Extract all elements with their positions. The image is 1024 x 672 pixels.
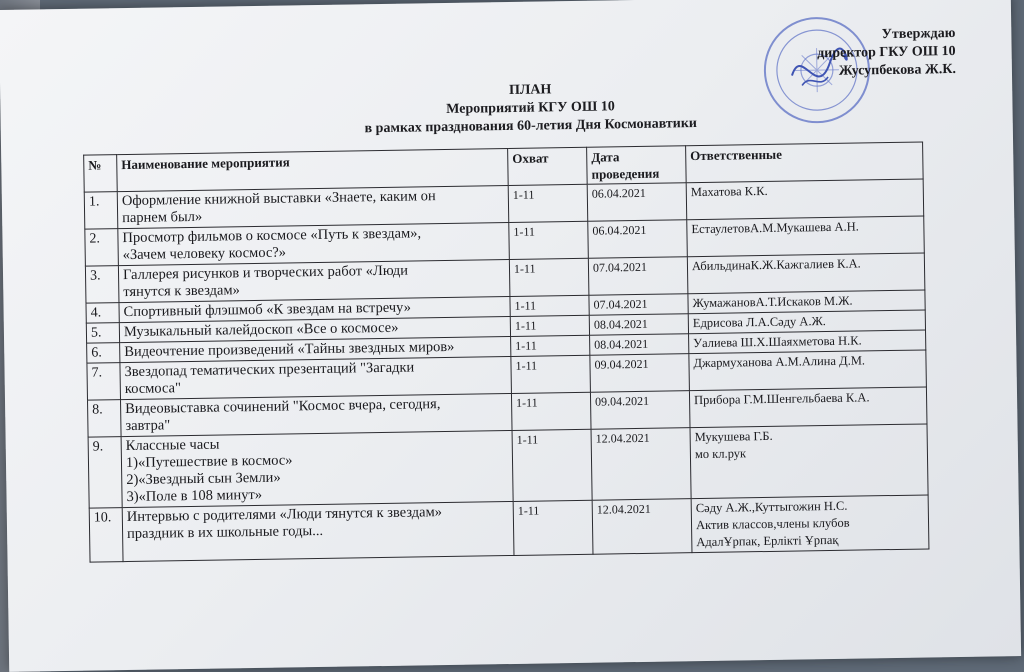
event-name-line: Интервью с родителями «Люди тянутся к звездам»: [126, 504, 443, 526]
header-responsible: Ответственные: [686, 142, 924, 183]
row-event-name: [122, 501, 514, 561]
event-name-line: Видеочтение произведений «Тайны звездных миров»: [124, 338, 455, 361]
row-number: 3.: [85, 266, 119, 304]
event-name-line: Видеовыставка сочинений "Космос вчера, сегодня,: [125, 396, 441, 418]
responsible-line: Актив классов,члены клубов: [695, 515, 850, 533]
heading-title: ПЛАН: [508, 82, 552, 98]
event-name-line: Классные часы: [125, 436, 220, 455]
responsible-line: АдалҰрпак, Ерлікті Ұрпақ: [696, 532, 839, 550]
responsible-line: АбильдинаК.Ж.Кажгалиев К.А.: [691, 256, 861, 274]
approval-signatory: Жусупбекова Ж.К.: [838, 61, 957, 79]
table-body: [84, 179, 929, 562]
event-name-line: космоса": [124, 380, 182, 398]
approval-block: [817, 25, 956, 81]
row-event-name: [120, 356, 512, 399]
row-date: 08.04.2021: [589, 314, 688, 336]
approval-position: директор ГКУ ОШ 10: [817, 43, 956, 62]
row-date: 12.04.2021: [592, 499, 692, 555]
event-name-line: Спортивный флэшмоб «К звездам на встречу»: [123, 299, 412, 321]
row-number: 7.: [87, 363, 121, 401]
row-number: 6.: [87, 343, 120, 364]
row-coverage: 1-11: [509, 258, 589, 296]
row-number: 4.: [86, 303, 119, 324]
event-name-line: Оформление книжной выставки «Знаете, каким он: [121, 188, 436, 210]
row-coverage: 1-11: [510, 315, 589, 336]
responsible-line: ЖумажановА.Т.Искаков М.Ж.: [692, 293, 853, 311]
event-name-line: 3)«Поле в 108 минут»: [126, 486, 263, 506]
event-name-line: тянутся к звездам»: [123, 282, 240, 301]
row-event-name: [117, 186, 509, 229]
row-date: 07.04.2021: [588, 257, 688, 296]
responsible-line: Махатова К.К.: [690, 183, 768, 200]
row-number: 1.: [84, 192, 118, 230]
row-date: 12.04.2021: [591, 428, 691, 501]
header-date-line2: проведения: [591, 165, 660, 182]
event-name-line: парнем был»: [122, 208, 203, 227]
row-date: 09.04.2021: [590, 354, 690, 393]
responsible-line: мо кл.рук: [694, 446, 747, 462]
row-event-name: [118, 223, 510, 266]
row-number: 2.: [85, 229, 119, 267]
header-event-name: Наименование мероприятия: [117, 149, 509, 192]
heading-subtitle: Мероприятий КГУ ОШ 10: [446, 99, 615, 117]
responsible-line: Мукушева Г.Б.: [694, 428, 773, 445]
row-coverage: 1-11: [511, 392, 591, 430]
row-date: 07.04.2021: [589, 294, 688, 316]
event-name-line: «Зачем человеку космос?»: [122, 244, 287, 264]
events-table: [83, 141, 929, 562]
row-responsible: [690, 424, 928, 499]
responsible-line: Едрисова Л.А.Сәду А.Ж.: [692, 314, 826, 331]
header-number: №: [84, 155, 118, 193]
row-number: 9.: [88, 437, 122, 509]
approval-title: Утверждаю: [881, 25, 956, 43]
responsible-line: Джармуханова А.М.Алина Д.М.: [693, 353, 866, 371]
row-responsible: [687, 216, 925, 257]
row-coverage: 1-11: [511, 335, 590, 356]
row-date: 06.04.2021: [587, 183, 687, 222]
row-coverage: 1-11: [509, 221, 589, 259]
row-responsible: [689, 387, 927, 428]
event-name-line: завтра": [125, 417, 171, 435]
event-name-line: Галлерея рисунков и творческих работ «Люди: [122, 262, 409, 284]
row-responsible: [686, 179, 924, 220]
document-heading: [300, 78, 761, 139]
row-responsible: [691, 495, 929, 553]
responsible-line: Прибора Г.М.Шенгельбаева К.А.: [693, 390, 870, 408]
event-name-line: 1)«Путешествие в космос»: [125, 452, 293, 472]
row-date: 09.04.2021: [590, 391, 690, 430]
row-event-name: [118, 260, 510, 303]
header-coverage: Охват: [508, 147, 588, 185]
event-name-line: Музыкальный калейдоскоп «Все о космосе»: [123, 319, 399, 341]
header-date-line1: Дата: [591, 149, 620, 165]
responsible-line: ЕстаулетовА.М.Мукашева А.Н.: [691, 219, 859, 237]
row-coverage: 1-11: [513, 500, 593, 555]
row-number: 8.: [88, 400, 122, 438]
responsible-line: Уалиева Ш.Х.Шаяхметова Н.К.: [693, 333, 862, 351]
row-date: 08.04.2021: [590, 334, 689, 356]
responsible-line: Сәду А.Ж.,Куттыгожин Н.С.: [695, 498, 848, 516]
row-coverage: 1-11: [510, 295, 589, 316]
row-number: 10.: [89, 508, 123, 563]
event-name-line: Звездопад тематических презентаций "Загадки: [124, 359, 415, 381]
table-row: [88, 424, 928, 508]
row-event-name: [120, 393, 512, 436]
row-date: 06.04.2021: [588, 220, 688, 259]
header-date: [587, 146, 687, 185]
row-coverage: 1-11: [512, 429, 592, 501]
event-name-line: 2)«Звездный сын Земли»: [126, 469, 281, 489]
event-name-line: праздник в их школьные годы...: [126, 522, 324, 543]
row-event-name: [121, 430, 513, 507]
row-coverage: 1-11: [508, 184, 588, 222]
event-name-line: Просмотр фильмов о космосе «Путь к звездам»,: [122, 225, 422, 247]
row-responsible: [689, 350, 927, 391]
row-coverage: 1-11: [511, 355, 591, 393]
heading-occasion: в рамках празднования 60-летия Дня Космонавтики: [364, 116, 698, 137]
row-number: 5.: [86, 323, 119, 344]
row-responsible: [687, 253, 925, 294]
